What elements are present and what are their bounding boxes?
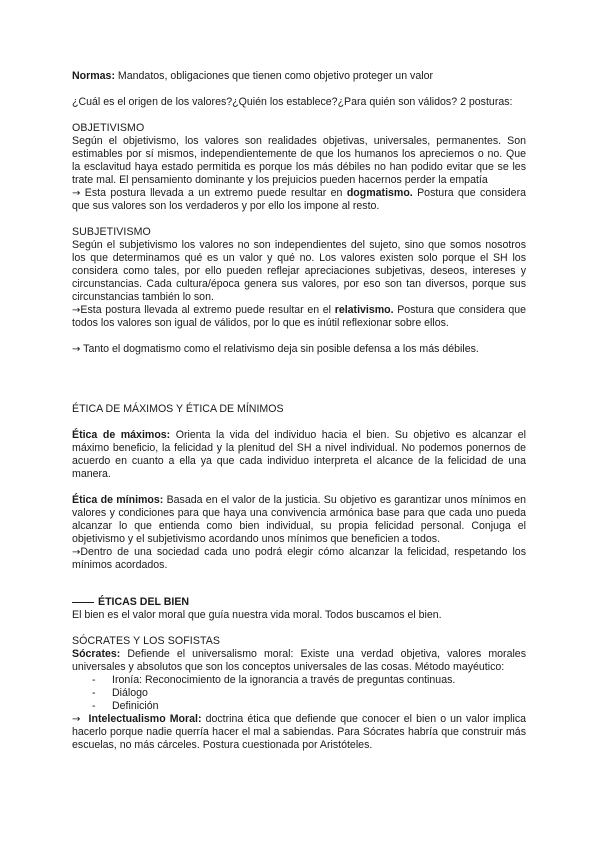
subjetivismo-heading: SUBJETIVISMO <box>72 226 151 238</box>
maximos-paragraph <box>72 429 526 481</box>
arrow-icon: → <box>72 305 81 316</box>
arrow-icon: → <box>72 188 81 199</box>
socrates-heading: SÓCRATES Y LOS SOFISTAS <box>72 635 221 647</box>
normas-text: Mandatos, obligaciones que tienen como objetivo proteger un valor <box>114 70 433 82</box>
arrow-icon: → <box>72 547 81 558</box>
spacer <box>72 369 526 395</box>
list-item: - Ironía: Reconocimiento de la ignorancia a través de preguntas continuas. <box>92 674 526 687</box>
objetivismo-arrow-before: Esta postura llevada a un extremo puede resultar en <box>84 187 347 199</box>
conclusion-paragraph <box>72 343 526 356</box>
dash-rule <box>72 602 94 603</box>
subjetivismo-arrow-after: Postura que considera que todos los valores son igual de válidos, por lo que es inútil reflexionar sobre ellos. <box>72 304 526 329</box>
normas-paragraph <box>72 70 526 83</box>
socrates-text: Defiende el universalismo moral: Existe una verdad objetiva, valores morales universales y absolutos que son los conceptos universales de las cosas. Método mayéutico: <box>72 648 526 673</box>
subjetivismo-text: Según el subjetivismo los valores no son independientes del sujeto, sino que somos nosotros los que determinamos qué es un valor y qué no. Los valores existen solo porque el SH los considera como tales, por ello pueden reflejar apreciaciones subjetivas, deseos, intereses y circunstancias. Cada cultura/época genera sus valores, por eso son tan diversos, porque sus circunstancias también lo son. <box>72 239 526 303</box>
minimos-arrow-paragraph <box>72 546 526 572</box>
minimos-arrow-text: Dentro de una sociedad cada uno podrá elegir cómo alcanzar la felicidad, respetando los mínimos acordados. <box>72 546 526 571</box>
list-item: - Diálogo <box>92 687 526 700</box>
subjetivismo-arrow-bold: relativismo. <box>334 304 394 316</box>
arrow-icon: → <box>72 714 81 725</box>
objetivismo-arrow-paragraph <box>72 187 526 213</box>
origin-question: ¿Cuál es el origen de los valores?¿Quién los establece?¿Para quién son válidos? 2 posturas: <box>72 96 513 108</box>
normas-label: Normas: <box>72 70 115 82</box>
minimos-paragraph <box>72 494 526 546</box>
conclusion-text: Tanto el dogmatismo como el relativismo deja sin posible defensa a los más débiles. <box>83 343 479 355</box>
objetivismo-arrow-after: Postura que considera que sus valores son los verdaderos y por ello los impone al resto. <box>72 187 526 212</box>
eticas-bien-heading: ÉTICAS DEL BIEN <box>98 596 190 608</box>
subjetivismo-arrow-before: Esta postura llevada al extremo puede resultar en el <box>80 304 335 316</box>
document-page <box>72 70 526 752</box>
mayeutico-list <box>72 674 526 713</box>
objetivismo-heading: OBJETIVISMO <box>72 122 145 134</box>
objetivismo-arrow-bold: dogmatismo. <box>346 187 413 199</box>
intelectualismo-label: Intelectualismo Moral: <box>88 713 202 725</box>
eticas-bien-heading-line <box>72 596 526 609</box>
subjetivismo-arrow-paragraph <box>72 304 526 330</box>
maximos-text: Orienta la vida del individuo hacia el bien. Su objetivo es alcanzar el máximo beneficio, la felicidad y la plenitud del SH a nivel individual. No podemos ponernos de acuerdo en cuanto a ella ya que cada individuo interpreta el alcance de la felicidad de una manera. <box>72 429 526 480</box>
eticas-bien-text: El bien es el valor moral que guía nuestra vida moral. Todos buscamos el bien. <box>72 609 442 621</box>
intelectualismo-paragraph <box>72 713 526 752</box>
socrates-paragraph <box>72 648 526 674</box>
list-item: - Definición <box>92 700 526 713</box>
objetivismo-text: Según el objetivismo, los valores son realidades objetivas, universales, permanentes. Son estimables por sí mismos, independientemente de que los humanos los apreciemos o no. Que la esclavitud haya estado permitida es porque los más débiles no han podido evitar que se les trate mal. El pensamiento dominante y los prejuicios pueden hacernos perder la empatía <box>72 135 526 186</box>
intelectualismo-text: doctrina ética que defiende que conocer el bien o un valor implica hacerlo porque nadie querría hacer el mal a sabiendas. Para Sócrates habría que construir más escuelas, no más cárceles. Postura cuestionada por Aristóteles. <box>72 713 527 751</box>
socrates-label: Sócrates: <box>72 648 121 660</box>
arrow-icon: → <box>72 344 81 355</box>
minimos-text: Basada en el valor de la justicia. Su objetivo es garantizar unos mínimos en valores y condiciones para que haya una convivencia armónica base para que cada uno pueda alcanzar lo que entienda como bien individual, su propia felicidad personal. Conjuga el objetivismo y el subjetivismo acordando unos mínimos que beneficien a todos. <box>72 494 526 545</box>
maximos-label: Ética de máximos: <box>72 429 171 441</box>
minimos-label: Ética de mínimos: <box>72 494 164 506</box>
etica-heading: ÉTICA DE MÁXIMOS Y ÉTICA DE MÍNIMOS <box>72 403 284 415</box>
